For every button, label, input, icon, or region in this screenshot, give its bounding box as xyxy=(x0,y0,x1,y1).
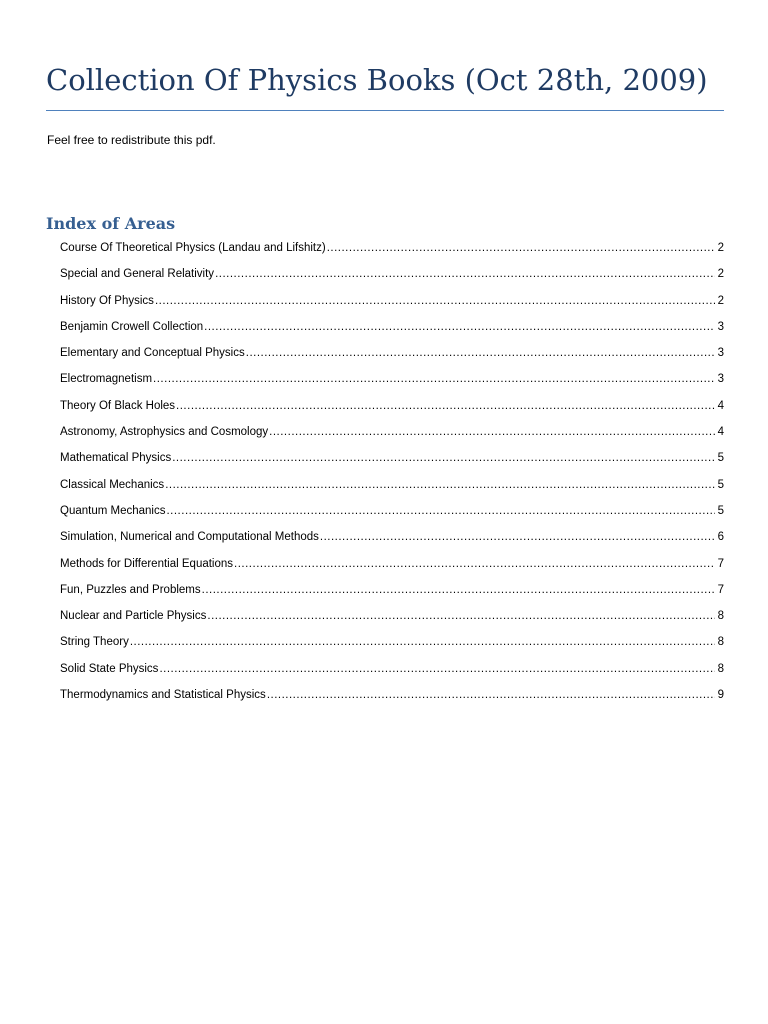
toc-page-number: 6 xyxy=(717,531,724,544)
toc-dot-leader xyxy=(172,448,715,468)
index-heading: Index of Areas xyxy=(46,214,176,233)
toc-dot-leader xyxy=(207,606,715,626)
toc-entry[interactable] xyxy=(60,396,724,422)
toc-entry-label: Astronomy, Astrophysics and Cosmology xyxy=(60,426,269,439)
toc-entry[interactable] xyxy=(60,291,724,317)
toc-page-number: 5 xyxy=(717,478,724,491)
toc-entry-label: History Of Physics xyxy=(60,294,154,307)
toc-dot-leader xyxy=(234,554,715,574)
toc-page-number: 7 xyxy=(717,557,724,570)
toc-dot-leader xyxy=(320,527,715,547)
document-subtitle: Feel free to redistribute this pdf. xyxy=(47,133,216,147)
toc-dot-leader xyxy=(269,422,715,442)
toc-entry-label: Course Of Theoretical Physics (Landau and Lifshitz) xyxy=(60,242,326,254)
toc-entry[interactable] xyxy=(60,422,724,448)
toc-page-number: 8 xyxy=(717,610,724,623)
toc-page-number: 8 xyxy=(717,636,724,649)
toc-entry[interactable] xyxy=(60,606,724,632)
toc-entry[interactable] xyxy=(60,632,724,658)
toc-entry-label: Benjamin Crowell Collection xyxy=(60,320,204,333)
toc-entry-label: Nuclear and Particle Physics xyxy=(60,610,207,623)
toc-dot-leader xyxy=(155,291,715,311)
toc-page-number: 5 xyxy=(717,504,724,517)
toc-dot-leader xyxy=(176,396,715,416)
toc-page-number: 4 xyxy=(717,426,724,439)
toc-entry[interactable] xyxy=(60,685,724,711)
toc-page-number: 7 xyxy=(717,583,724,596)
toc-dot-leader xyxy=(159,659,715,679)
toc-dot-leader xyxy=(202,580,715,600)
title-divider xyxy=(46,110,724,111)
toc-page-number: 3 xyxy=(717,347,724,360)
toc-dot-leader xyxy=(153,369,715,389)
toc-dot-leader xyxy=(204,317,715,337)
toc-entry-label: Classical Mechanics xyxy=(60,478,165,491)
toc-entry[interactable] xyxy=(60,475,724,501)
toc-entry[interactable] xyxy=(60,580,724,606)
toc-page-number: 5 xyxy=(717,452,724,465)
toc-entry[interactable] xyxy=(60,264,724,290)
toc-dot-leader xyxy=(246,343,715,363)
toc-entry-label: Electromagnetism xyxy=(60,373,153,386)
toc-page-number: 4 xyxy=(717,399,724,412)
toc-entry-label: String Theory xyxy=(60,636,129,649)
toc-entry-label: Fun, Puzzles and Problems xyxy=(60,583,201,596)
toc-page-number: 9 xyxy=(717,689,724,702)
toc-page-number: 3 xyxy=(717,373,724,386)
toc-entry-label: Elementary and Conceptual Physics xyxy=(60,347,245,360)
toc-dot-leader xyxy=(165,475,715,495)
toc-dot-leader xyxy=(267,685,715,705)
toc-page-number: 2 xyxy=(717,242,724,254)
toc-entry-label: Thermodynamics and Statistical Physics xyxy=(60,689,266,702)
toc-page-number: 2 xyxy=(717,268,724,281)
toc-dot-leader xyxy=(327,238,715,258)
toc-page-number: 2 xyxy=(717,294,724,307)
toc-entry[interactable] xyxy=(60,554,724,580)
toc-entry-label: Theory Of Black Holes xyxy=(60,399,176,412)
toc-entry-label: Simulation, Numerical and Computational Methods xyxy=(60,531,319,544)
toc-entry-label: Special and General Relativity xyxy=(60,268,215,281)
toc-entry[interactable] xyxy=(60,527,724,553)
document-title: Collection Of Physics Books (Oct 28th, 2009) xyxy=(46,63,708,97)
toc-entry-label: Solid State Physics xyxy=(60,662,159,675)
toc-dot-leader xyxy=(215,264,715,284)
toc-dot-leader xyxy=(166,501,715,521)
toc-entry-label: Methods for Differential Equations xyxy=(60,557,234,570)
toc-entry-label: Quantum Mechanics xyxy=(60,504,166,517)
toc-entry[interactable] xyxy=(60,343,724,369)
toc-entry[interactable] xyxy=(60,501,724,527)
toc-entry[interactable] xyxy=(60,238,724,264)
toc-entry[interactable] xyxy=(60,448,724,474)
toc-entry-label: Mathematical Physics xyxy=(60,452,172,465)
toc-page-number: 8 xyxy=(717,662,724,675)
toc-entry[interactable] xyxy=(60,369,724,395)
toc-entry[interactable] xyxy=(60,317,724,343)
table-of-contents xyxy=(60,238,724,711)
toc-page-number: 3 xyxy=(717,320,724,333)
toc-entry[interactable] xyxy=(60,659,724,685)
toc-dot-leader xyxy=(130,632,715,652)
